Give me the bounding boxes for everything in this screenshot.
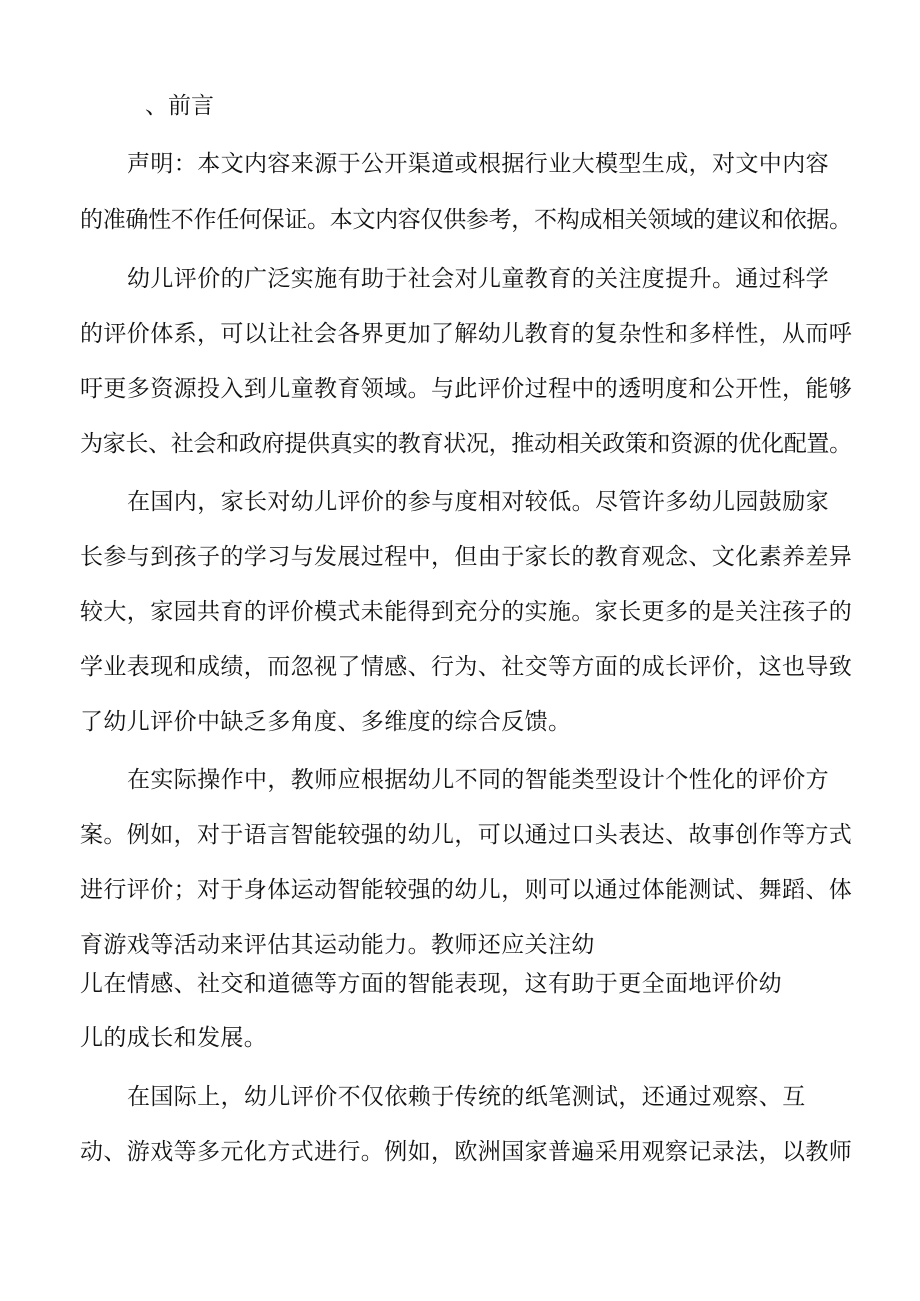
paragraph-line: 为家长、社会和政府提供真实的教育状况，推动相关政策和资源的优化配置。 xyxy=(80,431,852,457)
paragraph-line: 的准确性不作任何保证。本文内容仅供参考，不构成相关领域的建议和依据。 xyxy=(80,207,852,233)
paragraph-line: 动、游戏等多元化方式进行。例如，欧洲国家普遍采用观察记录法，以教师 xyxy=(80,1139,853,1165)
paragraph-line: 在国内，家长对幼儿评价的参与度相对较低。尽管许多幼儿园鼓励家 xyxy=(127,489,829,515)
paragraph-line: 的评价体系，可以让社会各界更加了解幼儿教育的复杂性和多样性，从而呼 xyxy=(80,321,853,347)
paragraph-line: 在实际操作中，教师应根据幼儿不同的智能类型设计个性化的评价方 xyxy=(127,767,829,793)
paragraph-line: 儿的成长和发展。 xyxy=(80,1025,268,1051)
paragraph-line: 案。例如，对于语言智能较强的幼儿，可以通过口头表达、故事创作等方式 xyxy=(80,822,853,848)
paragraph-line: 了幼儿评价中缺乏多角度、多维度的综合反馈。 xyxy=(80,709,572,735)
paragraph-line: 声明：本文内容来源于公开渠道或根据行业大模型生成，对文中内容 xyxy=(127,151,829,177)
paragraph-line: 长参与到孩子的学习与发展过程中，但由于家长的教育观念、文化素养差异 xyxy=(80,544,853,570)
paragraph-line: 幼儿评价的广泛实施有助于社会对儿童教育的关注度提升。通过科学 xyxy=(127,266,829,292)
section-heading: 、前言 xyxy=(145,93,214,119)
paragraph-line: 吁更多资源投入到儿童教育领域。与此评价过程中的透明度和公开性，能够 xyxy=(80,376,853,402)
paragraph-line: 儿在情感、社交和道德等方面的智能表现，这有助于更全面地评价幼 xyxy=(80,971,782,997)
paragraph-line: 育游戏等活动来评估其运动能力。教师还应关注幼 xyxy=(80,932,595,958)
paragraph-line: 较大，家园共育的评价模式未能得到充分的实施。家长更多的是关注孩子的 xyxy=(80,599,853,625)
paragraph-line: 在国际上，幼儿评价不仅依赖于传统的纸笔测试，还通过观察、互 xyxy=(127,1084,806,1110)
paragraph-line: 进行评价；对于身体运动智能较强的幼儿，则可以通过体能测试、舞蹈、体 xyxy=(80,877,853,903)
paragraph-line: 学业表现和成绩，而忽视了情感、行为、社交等方面的成长评价，这也导致 xyxy=(80,654,853,680)
